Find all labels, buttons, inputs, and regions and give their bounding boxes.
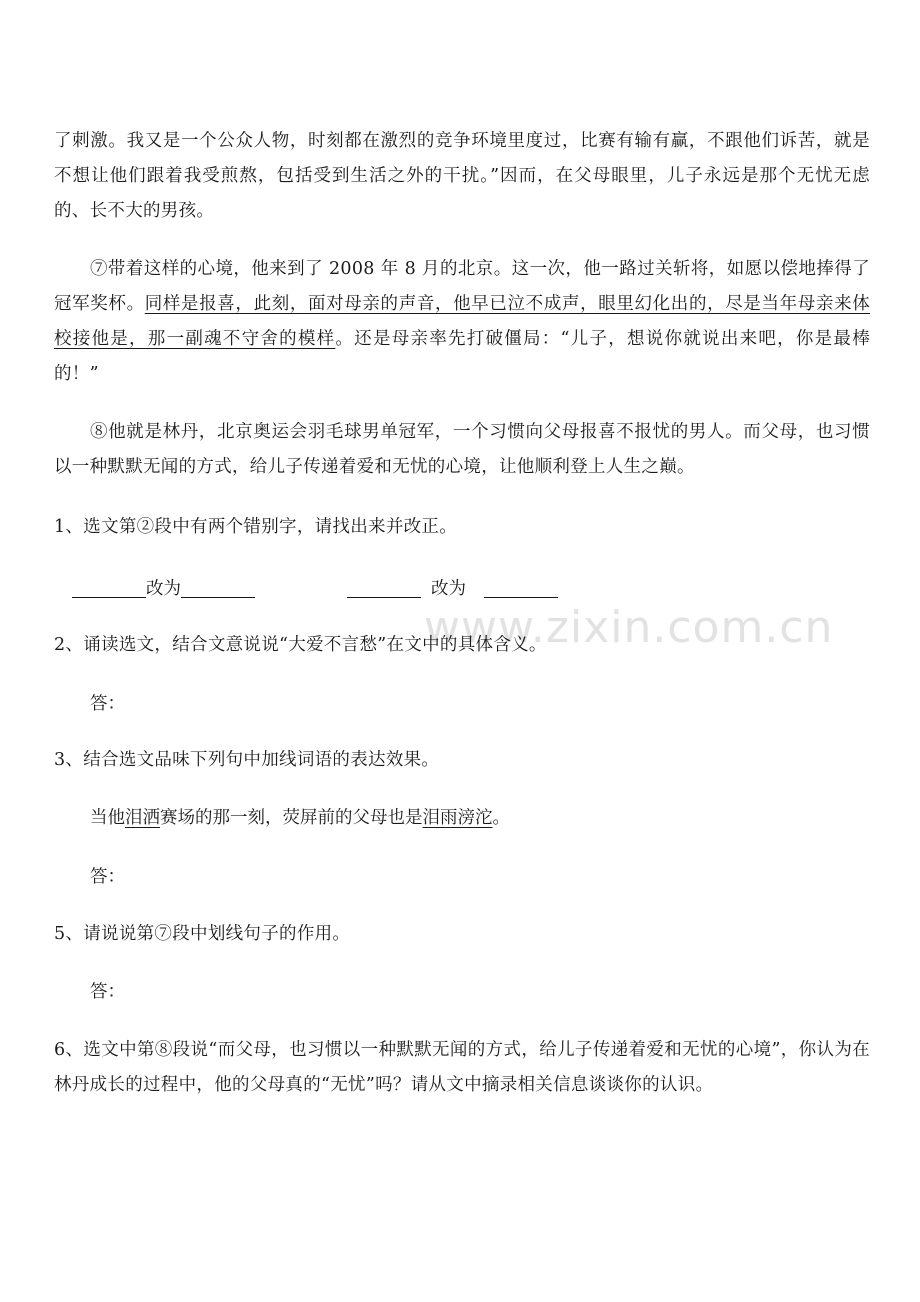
answer-label-5: 答： <box>90 982 125 1002</box>
paragraph-7-underlined-sentence: 同样是报喜，此刻，面对母亲的声音，他早已泣不成声，眼里幻化出的，尽是当年母亲来体校接他是，那一副魂不守舍的模样 <box>54 294 871 349</box>
question-2: 2、诵读选文，结合文意说说“大爱不言愁”在文中的具体含义。 <box>54 635 547 655</box>
paragraph-6-tail: 了刺激。我又是一个公众人物，时刻都在激烈的竞争环境里度过，比赛有输有赢，不跟他们诉苦，就是不想让他们跟着我受煎熬，包括受到生活之外的干扰。”因而，在父母眼里，儿子永远是那个无忧无虑的、长不大的男孩。 <box>54 131 870 221</box>
paragraph-8: ⑧他就是林丹，北京奥运会羽毛球男单冠军，一个习惯向父母报喜不报忧的男人。而父母，也习惯以一种默默无闻的方式，给儿子传递着爱和无忧的心境，让他顺利登上人生之巅。 <box>54 422 870 477</box>
change-label-1: 改为 <box>146 579 181 599</box>
change-label-2: 改为 <box>431 579 466 599</box>
question-1: 1、选文第②段中有两个错别字，请找出来并改正。 <box>54 517 458 537</box>
question-3-sentence <box>90 801 510 836</box>
question-1-answer-blanks <box>72 572 558 607</box>
question-3: 3、结合选文品味下列句中加线词语的表达效果。 <box>54 750 440 770</box>
sentence-mid: 赛场的那一刻，荧屏前的父母也是 <box>160 808 423 828</box>
watermark: www.zixin.com.cn <box>424 602 834 653</box>
blank-wrong-char-2[interactable] <box>347 573 421 598</box>
question-6: 6、选文中第⑧段说“而父母，也习惯以一种默默无闻的方式，给儿子传递着爱和无忧的心境”，你认为在林丹成长的过程中，他的父母真的“无忧”吗？请从文中摘录相关信息谈谈你的认识。 <box>54 1040 870 1095</box>
blank-correct-char-1[interactable] <box>181 573 255 598</box>
sentence-post: 。 <box>492 808 510 828</box>
underlined-word-2: 泪雨滂沱 <box>422 808 493 828</box>
paragraph-7 <box>54 252 870 392</box>
blank-correct-char-2[interactable] <box>484 573 558 598</box>
blank-wrong-char-1[interactable] <box>72 573 146 598</box>
sentence-pre: 当他 <box>90 808 125 828</box>
underlined-word-1: 泪洒 <box>125 808 160 828</box>
paragraph-7-text-a: ⑦带着这样的心境，他来到了 2008 年 8 月的北京。这一次，他一路过关斩将，如愿以偿地捧得了冠军奖杯。 <box>54 259 870 314</box>
question-5: 5、请说说第⑦段中划线句子的作用。 <box>54 924 351 944</box>
answer-label-3: 答： <box>90 867 125 887</box>
paragraph-7-text-b: 。还是母亲率先打破僵局：“儿子，想说你就说出来吧，你是最棒的！” <box>54 329 870 384</box>
answer-label-2: 答： <box>90 694 125 714</box>
